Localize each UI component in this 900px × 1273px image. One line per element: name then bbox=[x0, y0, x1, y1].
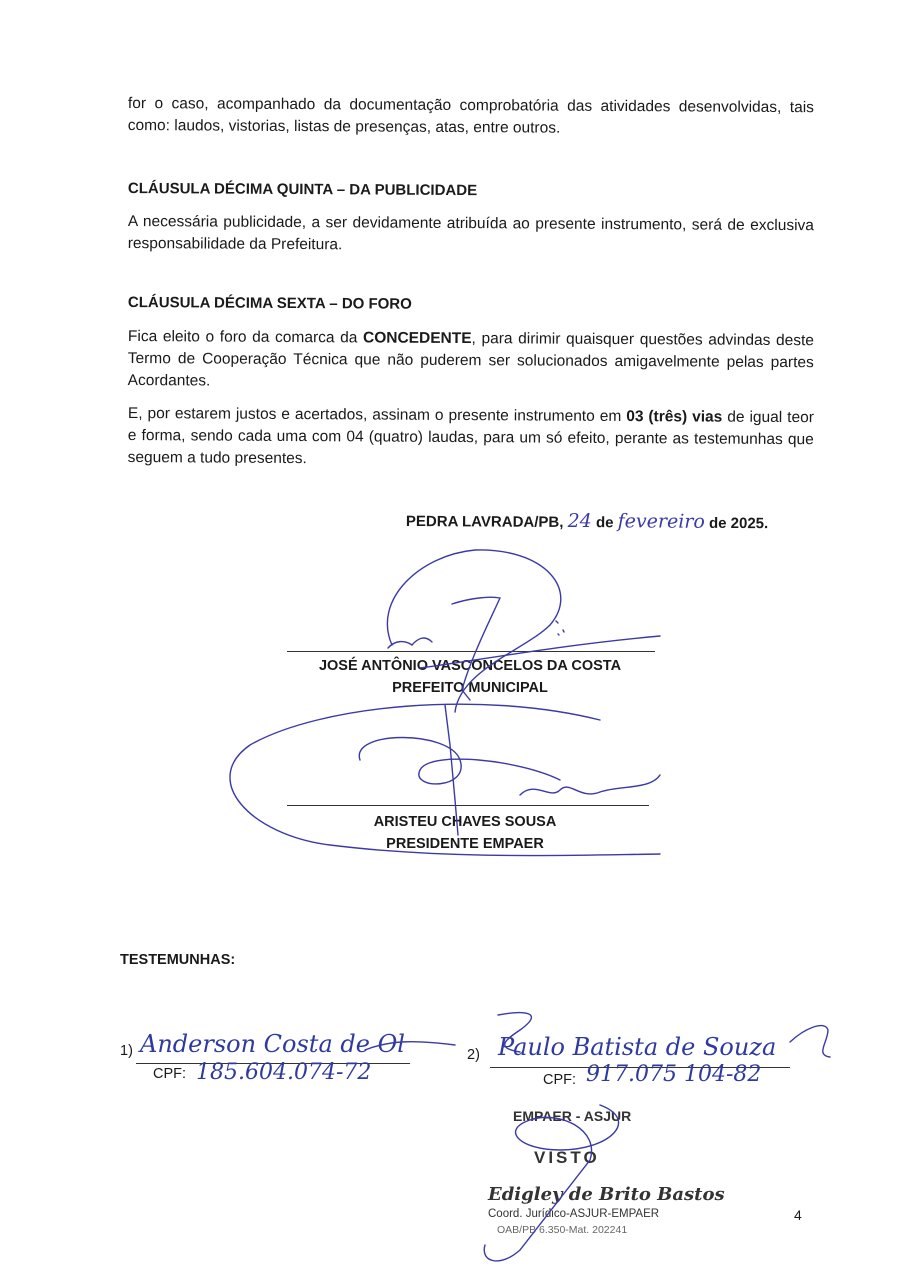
signatory-role-prefeito: PREFEITO MUNICIPAL bbox=[392, 680, 548, 696]
witness-1-signature: Anderson Costa de Ol bbox=[140, 1030, 405, 1058]
paragraph-closing bbox=[128, 403, 814, 473]
presidente-signature-inner bbox=[359, 738, 560, 784]
signatory-role-presidente: PRESIDENTE EMPAER bbox=[386, 836, 544, 852]
witness-2-signature: Paulo Batista de Souza bbox=[498, 1033, 777, 1061]
stamp-signature-scribble bbox=[484, 1105, 618, 1261]
stamp-oab: OAB/PB 6.350-Mat. 202241 bbox=[497, 1224, 628, 1236]
witness-2-index: 2) bbox=[467, 1047, 480, 1063]
stamp-name: Edigley de Brito Bastos bbox=[488, 1184, 725, 1205]
concedente-bold: CONCEDENTE bbox=[363, 329, 472, 348]
signatory-name-prefeito: JOSÉ ANTÔNIO VASCONCELOS DA COSTA bbox=[318, 658, 622, 674]
signature-line-presidente bbox=[287, 805, 649, 806]
stamp-visto: VISTO bbox=[534, 1148, 600, 1167]
prefeito-signature-dots bbox=[556, 621, 564, 635]
paragraph-documentation: for o caso, acompanhado da documentação comprobatória das atividades desenvolvidas, tais como: laudos, vistorias, listas de presenças, atas, entre outros. bbox=[127, 94, 814, 137]
witnesses-title: TESTEMUNHAS: bbox=[120, 952, 236, 968]
closing-text-2: de igual teor e forma, sendo cada uma com 04 (quatro) laudas, para um só efeito, perante as testemunhas que seguem a tudo presentes. bbox=[127, 408, 814, 468]
witness-2-cpf: 917.075 104-82 bbox=[586, 1062, 762, 1087]
presidente-signature-loop bbox=[230, 704, 660, 855]
witness-2-cpf-label: CPF: bbox=[543, 1072, 577, 1088]
signature-line-prefeito bbox=[287, 651, 655, 652]
paragraph-publicidade: A necessária publicidade, a ser devidamente atribuída ao presente instrumento, será de exclusiva responsabilidade da Prefeitura. bbox=[127, 212, 814, 254]
date-day-handwritten: 24 bbox=[567, 509, 592, 533]
date-place: PEDRA LAVRADA/PB, bbox=[405, 512, 564, 531]
signatory-name-presidente: ARISTEU CHAVES SOUSA bbox=[373, 814, 557, 830]
witness-2-tail bbox=[790, 1026, 830, 1057]
prefeito-signature-scribble bbox=[388, 638, 432, 648]
heading-clausula-16: CLÁUSULA DÉCIMA SEXTA – DO FORO bbox=[127, 294, 412, 313]
paragraph-foro bbox=[128, 326, 814, 396]
witness-1-cpf-label: CPF: bbox=[153, 1066, 187, 1082]
date-year: de 2025. bbox=[708, 514, 769, 533]
vias-bold: 03 (três) vias bbox=[626, 408, 723, 426]
date-month-handwritten: fevereiro bbox=[617, 510, 705, 533]
witness-1-cpf: 185.604.074-72 bbox=[196, 1060, 372, 1085]
heading-clausula-15: CLÁUSULA DÉCIMA QUINTA – DA PUBLICIDADE bbox=[127, 180, 478, 200]
date-line bbox=[406, 509, 768, 533]
closing-text-1: E, por estarem justos e acertados, assinam o presente instrumento em bbox=[127, 404, 627, 426]
stamp-org: EMPAER - ASJUR bbox=[513, 1108, 632, 1124]
witness-1-index: 1) bbox=[120, 1043, 133, 1059]
foro-text-1: Fica eleito o foro da comarca da bbox=[127, 327, 364, 347]
stamp-role: Coord. Jurídico-ASJUR-EMPAER bbox=[488, 1208, 660, 1220]
date-de: de bbox=[595, 514, 614, 532]
page-number: 4 bbox=[794, 1207, 802, 1223]
presidente-signature-end bbox=[520, 775, 660, 795]
foro-text-2: , para dirimir quaisquer questões advindas deste Termo de Cooperação Técnica que não puderem ser solucionados amigavelmente pelas partes Acordantes. bbox=[127, 330, 814, 390]
